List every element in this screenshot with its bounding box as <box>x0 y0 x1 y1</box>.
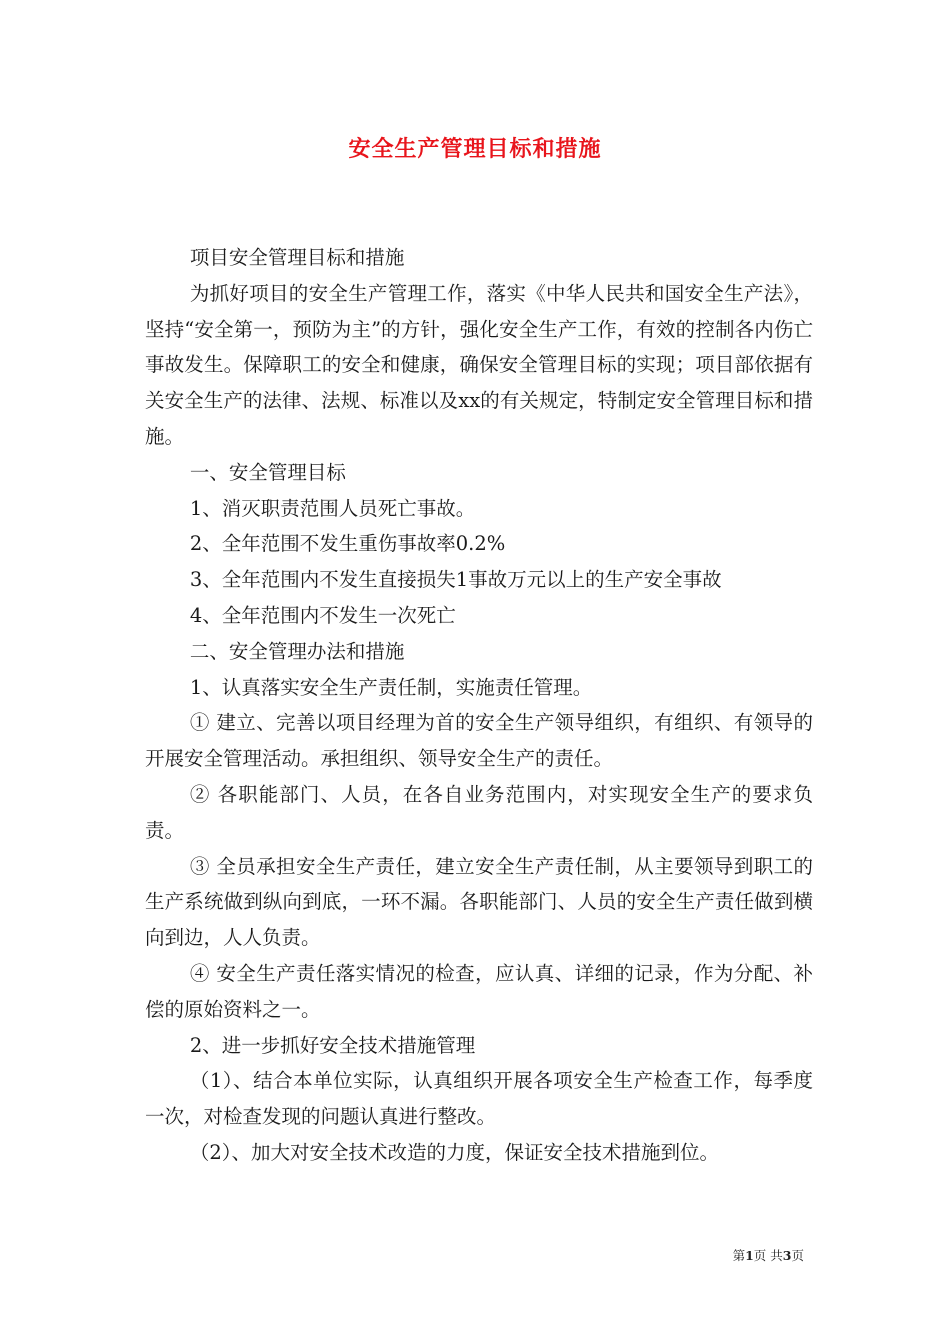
goal-item-4: 4、全年范围内不发生一次死亡 <box>189 603 456 627</box>
measure-item-2-sub-1: （1）、结合本单位实际，认真组织开展各项安全生产检查工作，每季度一次，对检查发现的问题认真进行整改。 <box>145 1069 813 1129</box>
measure-subitem-1: ① 建立、完善以项目经理为首的安全生产领导组织，有组织、有领导的开展安全管理活动。承担组织、领导安全生产的责任。 <box>145 711 813 771</box>
footer-page-total: 3 <box>782 1248 792 1263</box>
footer-prefix: 第 <box>732 1248 746 1263</box>
footer-suffix: 页 <box>791 1248 804 1263</box>
section-heading-measures: 二、安全管理办法和措施 <box>189 639 405 663</box>
goal-item-2: 2、全年范围不发生重伤事故率0.2% <box>189 532 506 556</box>
footer-middle: 页 共 <box>753 1248 783 1263</box>
document-title: 安全生产管理目标和措施 <box>348 136 602 162</box>
footer-page-current: 1 <box>745 1248 754 1263</box>
section-subtitle: 项目安全管理目标和措施 <box>189 246 405 269</box>
measure-item-2-sub-2: （2）、加大对安全技术改造的力度，保证安全技术措施到位。 <box>189 1140 720 1164</box>
intro-paragraph: 为抓好项目的安全生产管理工作，落实《中华人民共和国安全生产法》，坚持“安全第一，预防为主”的方针，强化安全生产工作，有效的控制各内伤亡事故发生。保障职工的安全和健康，确保安全管理目标的实现；项目部依据有关安全生产的法律、法规、标准以及xx的有关规定，特制定安全管理目标和措施。 <box>145 281 813 448</box>
measure-subitem-3: ③ 全员承担安全生产责任，建立安全生产责任制，从主要领导到职工的生产系统做到纵向到底，一环不漏。各职能部门、人员的安全生产责任做到横向到边，人人负责。 <box>145 854 813 950</box>
measure-item-2: 2、进一步抓好安全技术措施管理 <box>189 1033 476 1057</box>
measure-item-1: 1、认真落实安全生产责任制，实施责任管理。 <box>189 675 593 699</box>
goal-item-3: 3、全年范围内不发生直接损失1事故万元以上的生产安全事故 <box>189 568 722 592</box>
measure-subitem-4: ④ 安全生产责任落实情况的检查，应认真、详细的记录，作为分配、补偿的原始资料之一。 <box>145 961 813 1021</box>
goal-item-1: 1、消灭职责范围人员死亡事故。 <box>189 496 476 520</box>
section-heading-goals: 一、安全管理目标 <box>189 460 346 484</box>
measure-subitem-2: ② 各职能部门、人员，在各自业务范围内，对实现安全生产的要求负责。 <box>145 782 813 842</box>
page-number-footer <box>733 1247 804 1265</box>
document-body <box>145 240 813 1171</box>
